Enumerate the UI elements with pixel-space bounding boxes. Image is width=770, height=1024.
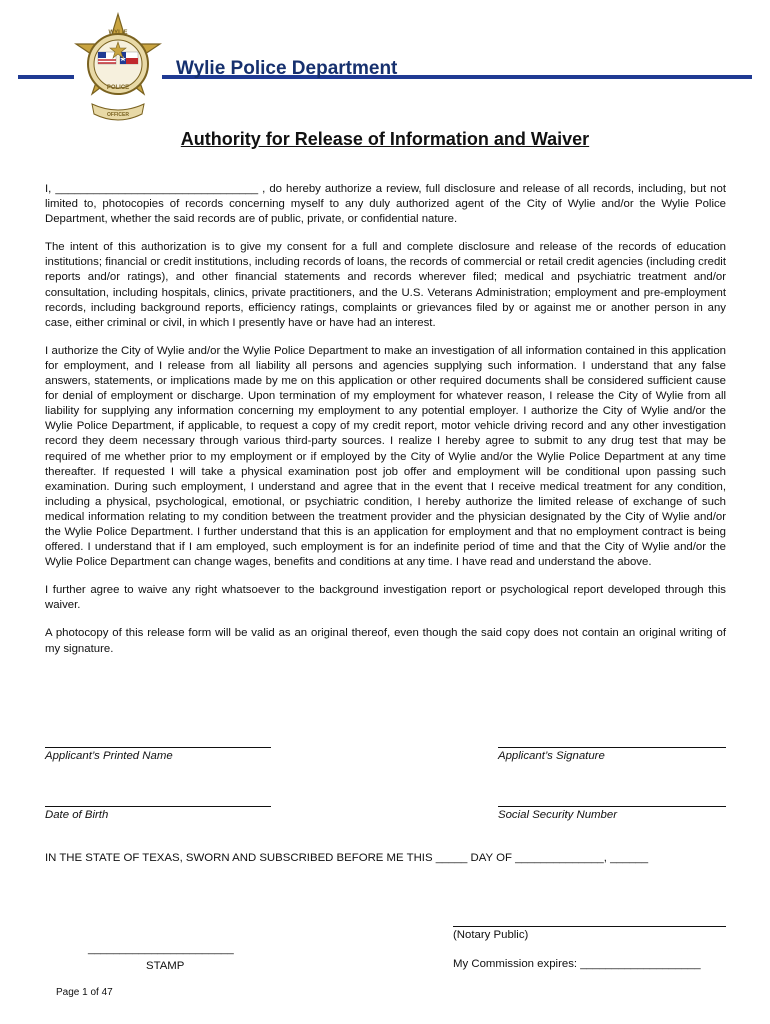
signature-label: Applicant’s Signature: [498, 750, 605, 762]
svg-text:OFFICER: OFFICER: [107, 112, 129, 118]
department-name: Wylie Police Department: [176, 58, 398, 79]
ssn-line[interactable]: [498, 806, 726, 807]
police-badge-logo: [74, 12, 162, 130]
page-number: Page 1 of 47: [56, 987, 113, 998]
paragraph-photocopy: A photocopy of this release form will be valid as an original thereof, even though the said copy does not contain an original writing of my signature.: [45, 627, 726, 655]
paragraph-authorization: I, ________________________________ , do hereby authorize a review, full disclosure and release of all records, including, but not limited to, photocopies of records concerning myself to any duly authorized agent of the City of Wylie and/or the Wylie Police Department, whether the said records are of public, private, or confidential nature.: [45, 183, 726, 226]
notary-public-label: (Notary Public): [453, 929, 529, 941]
stamp-label: STAMP: [146, 960, 185, 972]
sworn-statement: IN THE STATE OF TEXAS, SWORN AND SUBSCRIBED BEFORE ME THIS _____ DAY OF ______________, ______: [45, 852, 649, 864]
paragraph-intent: The intent of this authorization is to give my consent for a full and complete disclosure and release of the records of education institutions; financial or credit institutions, including records of loans, the records of commercial or retail credit agencies (including credit reports and/or ratings), and other financial statements and records wherever filed; medical and psychiatric treatment and/or consultation, including hospitals, clinics, private practitioners, and the U.S. Veterans Administration; employment and pre-employment records, including background reports, efficiency ratings, complaints or grievances filed by or against me or another person in any case, either criminal or civil, in which I presently have or have had an interest.: [45, 241, 726, 329]
printed-name-label: Applicant’s Printed Name: [45, 750, 173, 762]
notary-signature-line[interactable]: [453, 926, 726, 927]
signature-line[interactable]: [498, 747, 726, 748]
date-of-birth-label: Date of Birth: [45, 809, 109, 821]
paragraph-investigation: I authorize the City of Wylie and/or the Wylie Police Department to make an investigation of all information contained in this application for employment, and I release from all liability all persons and agencies supplying such information. I understand that any false answers, statements, or implications made by me on this application or other required documents shall be considered sufficient cause for denial of employment or discharge. Upon termination of my employment for whatever reason, I release the City of Wylie from all liability for supplying any information concerning my employment to any potential employer. I authorize the City of Wylie and/or the Wylie Police Department, if applicable, to request a copy of my credit report, motor vehicle driving record and any other investigation record they deem necessary through various third-party sources. I realize I hereby agree to submit to any drug test that may be required of me whether prior to my employment or if employed by the City of Wylie and/or the Wylie Police Department at any time thereafter. If requested I will take a physical examination post job offer and employment will be conditional upon passing such examination. During such employment, I understand and agree that in the event that I receive medical treatment for any condition, including a physical, psychological, emotional, or psychiatric condition, I hereby authorize the limited release of exchange of such medical information relating to my condition between the treatment provider and the physician designated by the City of Wylie and/or the Wylie Police Department. I further understand that this is an application for employment and that no employment contract is being offered. I understand that if I am employed, such employment is for an indefinite period of time and that the City of Wylie and/or the Wylie Police Department can change wages, benefits and conditions at any time. I have read and understand the above.: [45, 344, 726, 569]
printed-name-line[interactable]: [45, 747, 271, 748]
stamp-line: _______________________: [88, 943, 234, 955]
document-title: Authority for Release of Information and Waiver: [180, 129, 590, 149]
svg-text:WYLIE: WYLIE: [108, 30, 128, 36]
svg-text:POLICE: POLICE: [106, 85, 130, 91]
commission-expires: My Commission expires: ___________________: [453, 958, 701, 970]
paragraph-waiver: I further agree to waive any right whatsoever to the background investigation report or psychological report developed through this waiver.: [45, 584, 726, 612]
document-body: [45, 182, 726, 670]
ssn-label: Social Security Number: [498, 809, 618, 821]
date-of-birth-line[interactable]: [45, 806, 271, 807]
